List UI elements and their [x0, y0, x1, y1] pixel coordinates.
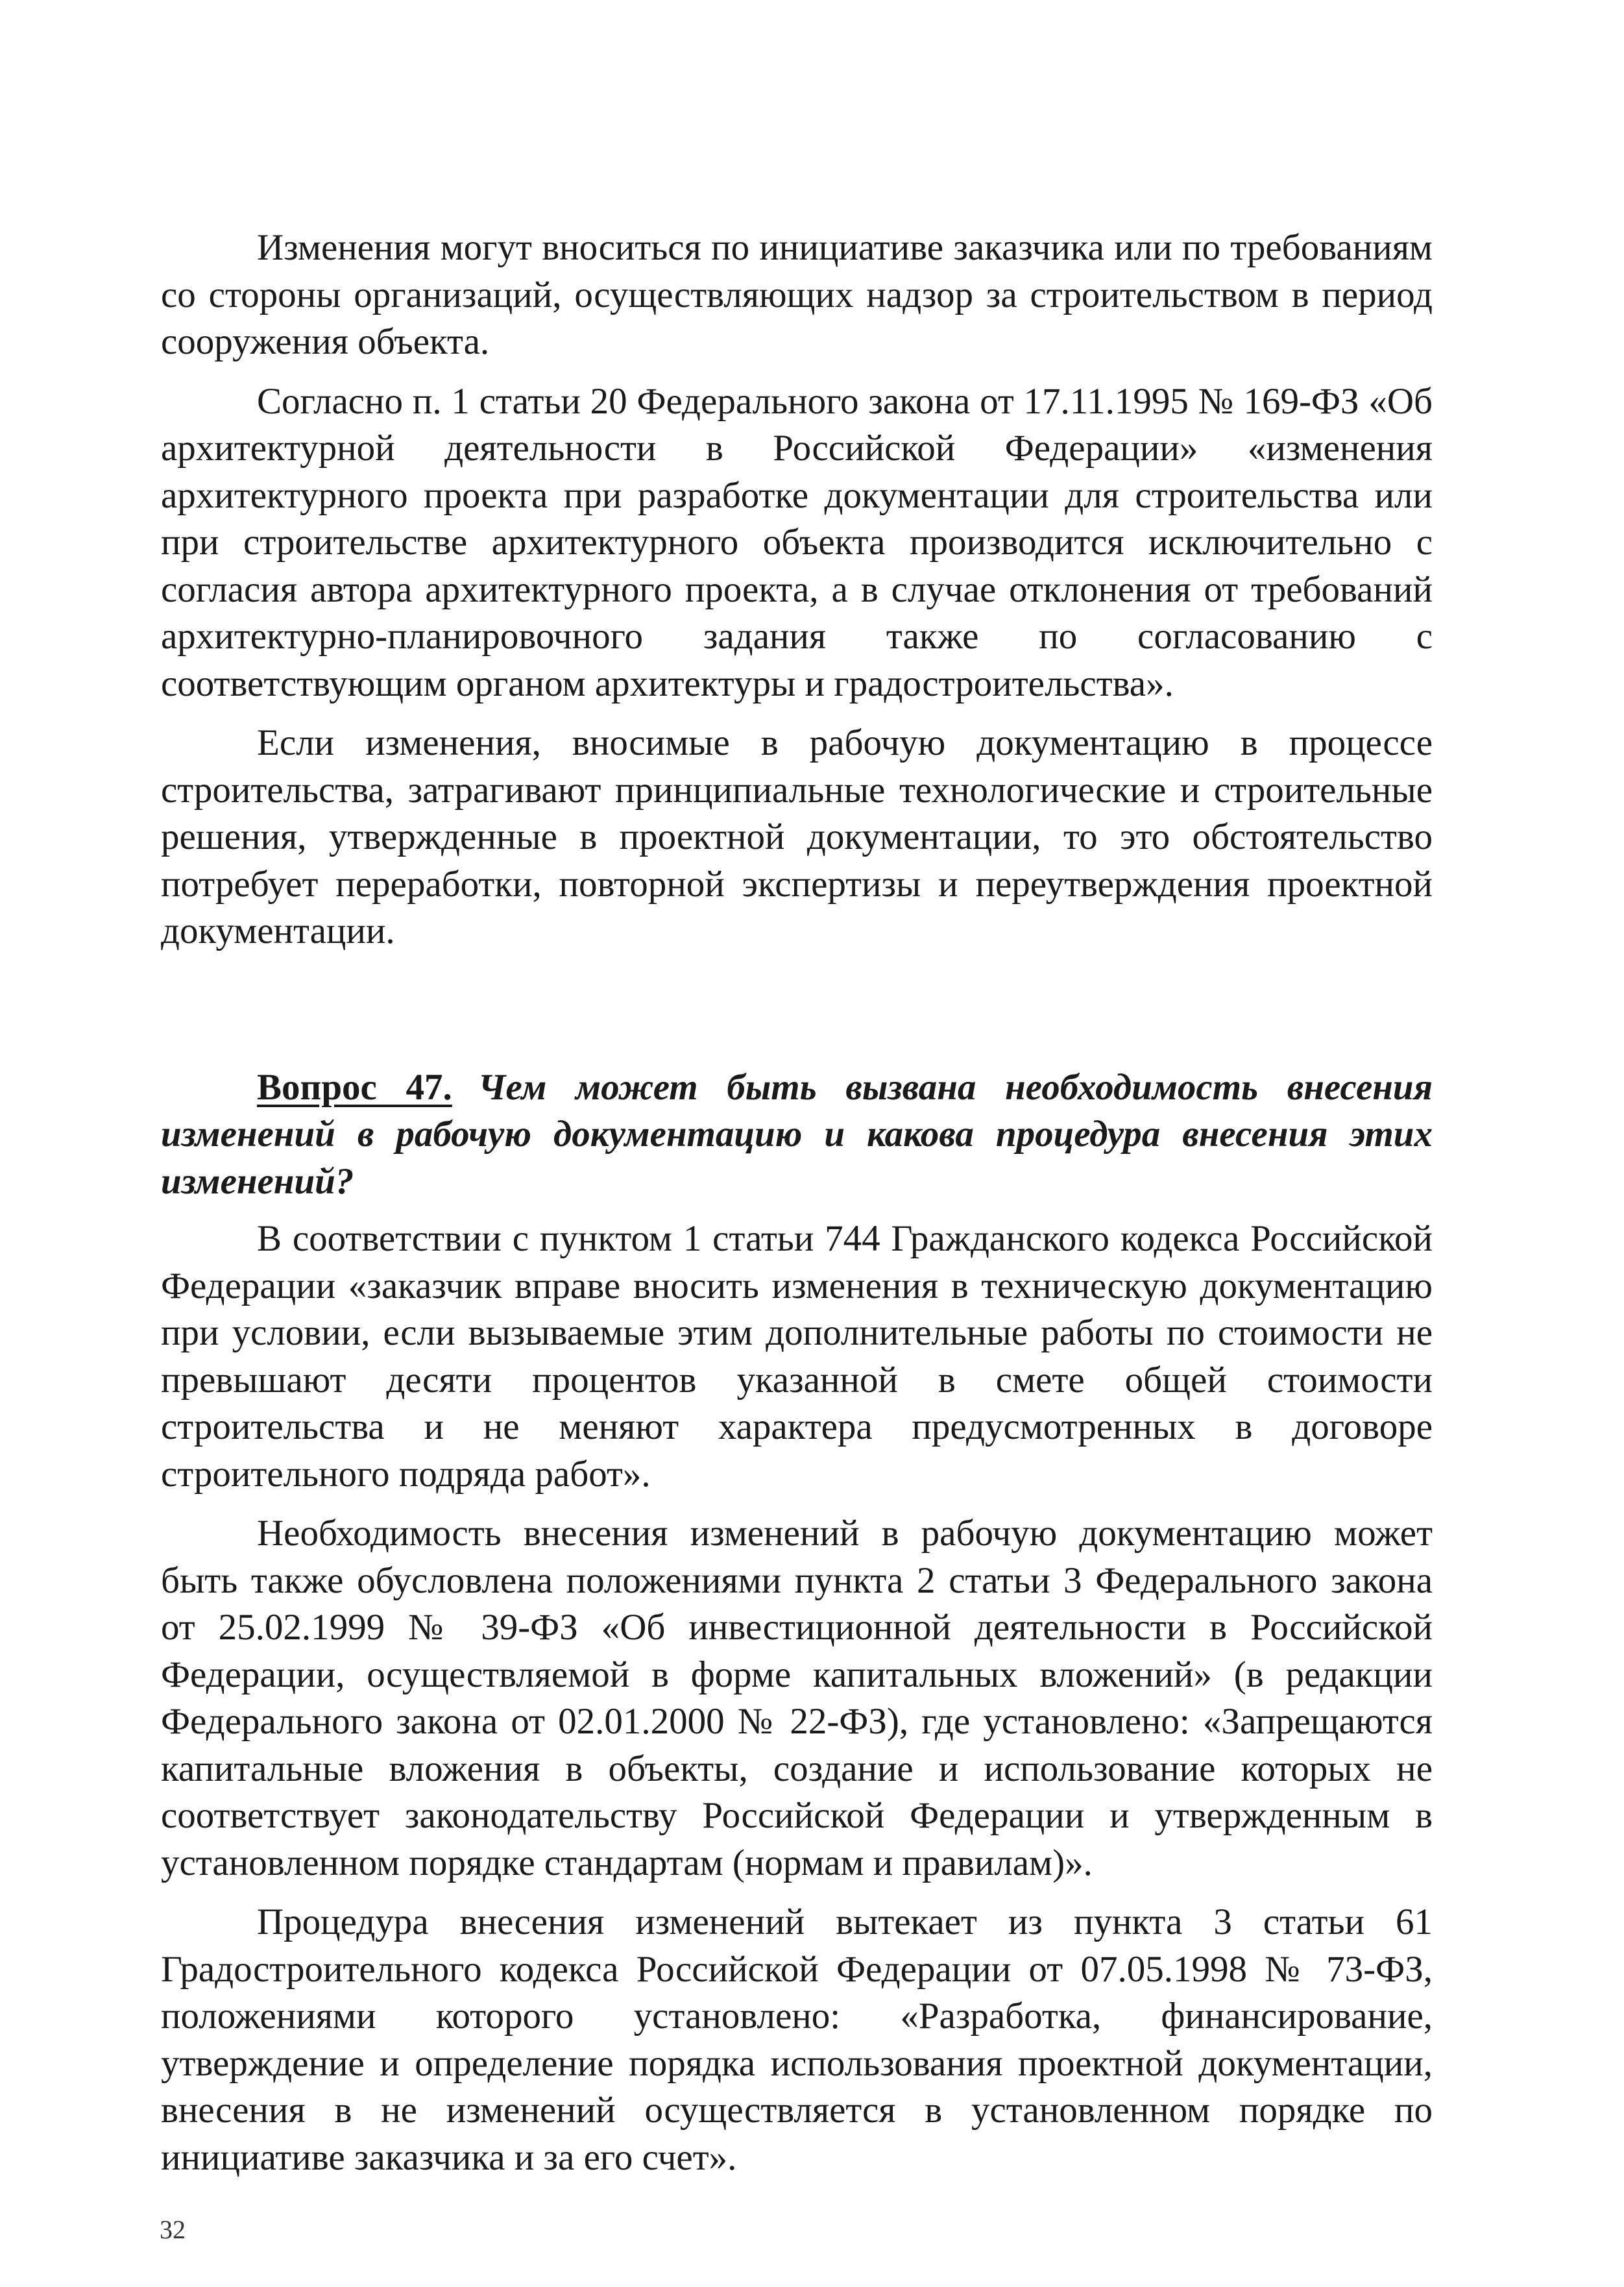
paragraph-changes-initiative: Изменения могут вноситься по инициативе заказчика или по требованиям со стороны организаций, осуществляющих надзор за строительством в период сооружения объекта.	[161, 227, 1433, 362]
paragraph-reexamination: Если изменения, вносимые в рабочую документацию в процессе строительства, затрагивают принципиальные технологические и строительные решения, утвержденные в проектной документации, то это обстоятельство потребует переработки, повторной экспертизы и переутверждения проектной документации.	[161, 722, 1433, 951]
question-heading	[161, 1064, 1433, 1206]
paragraph-federal-law-39: Необходимость внесения изменений в рабочую документацию может быть также обусловлена положениями пункта 2 статьи 3 Федерального закона от 25.02.1999 № 39-ФЗ «Об инвестиционной деятельности в Российской Федерации, осуществляемой в форме капитальных вложений» (в редакции Федерального закона от 02.01.2000 № 22-ФЗ), где установлено: «Запрещаются капитальные вложения в объекты, создание и использование которых не соответствует законодательству Российской Федерации и утвержденным в установленном порядке стандартам (нормам и правилам)».	[161, 1513, 1433, 1883]
paragraph-urban-code-61: Процедура внесения изменений вытекает из пункта 3 статьи 61 Градостроительного кодекса Российской Федерации от 07.05.1998 № 73-ФЗ, положениями которого установлено: «Разработка, финансирование, утверждение и определение порядка использования проектной документации, внесения в не изменений осуществляется в установленном порядке по инициативе заказчика и за его счет».	[161, 1902, 1433, 2178]
paragraph-federal-law-169: Согласно п. 1 статьи 20 Федерального закона от 17.11.1995 № 169-ФЗ «Об архитектурной деятельности в Российской Федерации» «изменения архитектурного проекта при разработке документации для строительства или при строительстве архитектурного объекта производится исключительно с согласия автора архитектурного проекта, а в случае отклонения от требований архитектурно-планировочного задания также по согласованию с соответствующим органом архитектуры и градостроительства».	[161, 380, 1433, 704]
question-label: Вопрос 47.	[257, 1066, 452, 1108]
paragraph-civil-code-744: В соответствии с пунктом 1 статьи 744 Гражданского кодекса Российской Федерации «заказчик вправе вносить изменения в техническую документацию при условии, если вызываемые этим дополнительные работы по стоимости не превышают десяти процентов указанной в смете общей стоимости строительства и не меняют характера предусмотренных в договоре строительного подряда работ».	[161, 1218, 1433, 1495]
question-text: Чем может быть вызвана необходимость внесения изменений в рабочую документацию и какова процедура внесения этих изменений?	[161, 1066, 1433, 1202]
page-content	[161, 225, 1433, 2181]
page-number: 32	[160, 2215, 186, 2244]
